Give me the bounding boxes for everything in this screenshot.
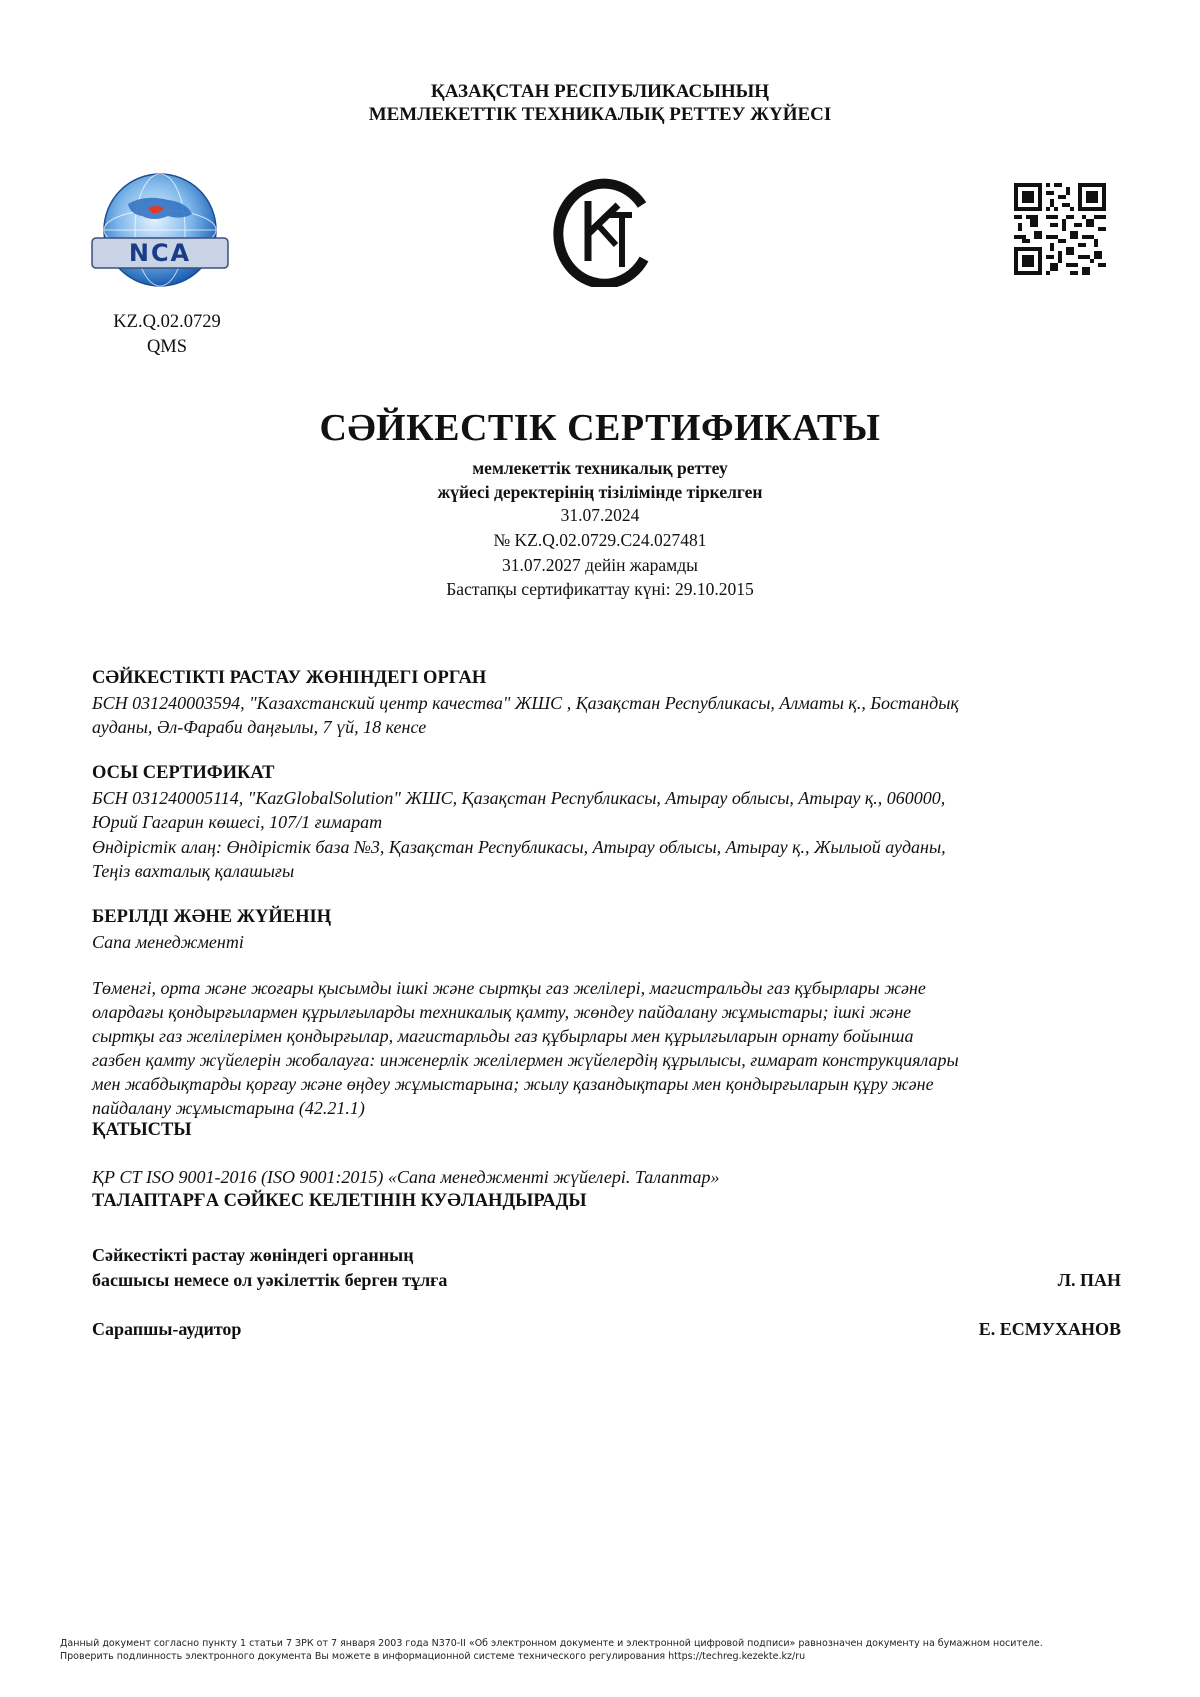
initial-certification-date: Бастапқы сертификаттау күні: 29.10.2015 (446, 579, 754, 599)
system-heading: БЕРІЛДІ ЖӘНЕ ЖҮЙЕНІҢ (92, 907, 332, 927)
scope-line-6: пайдалану жұмыстарына (42.21.1) (92, 1098, 365, 1118)
auditor-name: Е. ЕСМУХАНОВ (978, 1319, 1121, 1339)
left-code-1: KZ.Q.02.0729 (113, 312, 221, 332)
nca-logo (90, 172, 230, 290)
standard-reference: ҚР СТ ISO 9001-2016 (ISO 9001:2015) «Сапа менеджменті жүйелері. Талаптар» (92, 1167, 720, 1187)
conformity-heading: ТАЛАПТАРҒА СӘЙКЕС КЕЛЕТІНІН КУӘЛАНДЫРАДЫ (92, 1191, 587, 1211)
holder-line-1: БСН 031240005114, "KazGlobalSolution" ЖШС, Қазақстан Республикасы, Атырау облысы, Атырау қ., 060000, (92, 788, 946, 808)
head-name: Л. ПАН (1057, 1270, 1121, 1290)
certificate-number: № KZ.Q.02.0729.C24.027481 (493, 530, 707, 550)
scope-line-5: мен жабдықтарды қорғау және өңдеу жұмыстарына; жылу қазандықтары мен қондырғыларын құру және (92, 1074, 934, 1094)
nca-logo-text: NCA (128, 239, 192, 267)
title-sub-1: мемлекеттік техникалық реттеу (472, 458, 728, 478)
scope-line-3: сыртқы газ желілерімен қондырғылар, магистарльды газ құбырлары мен құрылғыларын орнату бойынша (92, 1026, 914, 1046)
system-value: Сапа менеджменті (92, 932, 244, 952)
certificate-title: СӘЙКЕСТІК СЕРТИФИКАТЫ (319, 407, 881, 449)
scope-line-2: олардағы қондырғылармен құрылғыларды техникалық қамту, жөндеу пайдалану жұмыстары; ішкі және (92, 1002, 912, 1022)
organ-line-1: БСН 031240003594, "Казахстанский центр качества" ЖШС , Қазақстан Республикасы, Алматы қ., Бостандық (92, 693, 959, 713)
qr-code-icon (1014, 183, 1106, 275)
certificate-holder-heading: ОСЫ СЕРТИФИКАТ (92, 763, 275, 783)
kz-conformity-mark (552, 175, 656, 287)
holder-line-3: Өндірістік алаң: Өндірістік база №3, Қазақстан Республикасы, Атырау облысы, Атырау қ., Жылыой ауданы, (92, 837, 946, 857)
kz-conformity-mark-icon (552, 175, 656, 287)
holder-line-2: Юрий Гагарин көшесі, 107/1 ғимарат (92, 812, 383, 832)
left-code-2: QMS (146, 337, 188, 357)
qr-code (1014, 183, 1106, 275)
footer-line-1: Данный документ согласно пункту 1 статьи 7 ЗРК от 7 января 2003 года N370-II «Об электронном документе и электронной цифровой подписи» равнозначен документу на бумажном носителе. (60, 1638, 1043, 1649)
header-line-1: ҚАЗАҚСТАН РЕСПУБЛИКАСЫНЫҢ (430, 81, 770, 102)
head-label-2: басшысы немесе ол уәкілеттік берген тұлға (92, 1270, 448, 1290)
auditor-label: Сарапшы-аудитор (92, 1319, 242, 1339)
globe-icon (90, 172, 230, 290)
organ-line-2: ауданы, Әл-Фараби даңғылы, 7 үй, 18 кенсе (92, 717, 427, 737)
scope-line-1: Төменгі, орта және жоғары қысымды ішкі және сыртқы газ желілері, магистральды газ құбырлары және (92, 978, 926, 998)
organ-heading: СӘЙКЕСТІКТІ РАСТАУ ЖӨНІНДЕГІ ОРГАН (92, 668, 487, 688)
footer-line-2: Проверить подлинность электронного документа Вы можете в информационной системе технического регулирования https://techreg.kezekte.kz/ru (60, 1651, 806, 1662)
relation-heading: ҚАТЫСТЫ (92, 1120, 192, 1140)
title-sub-2: жүйесі деректерінің тізілімінде тіркелген (437, 482, 763, 502)
header-line-2: МЕМЛЕКЕТТІК ТЕХНИКАЛЫҚ РЕТТЕУ ЖҮЙЕСІ (368, 104, 832, 125)
holder-line-4: Теңіз вахталық қалашығы (92, 861, 295, 881)
registration-date: 31.07.2024 (560, 505, 640, 525)
head-label-1: Сәйкестікті растау жөніндегі органның (92, 1245, 414, 1265)
valid-until: 31.07.2027 дейін жарамды (502, 555, 698, 575)
scope-line-4: газбен қамту жүйелерін жобалауға: инженерлік желілермен жүйелердің құрылысы, ғимарат конструкциялары (92, 1050, 959, 1070)
